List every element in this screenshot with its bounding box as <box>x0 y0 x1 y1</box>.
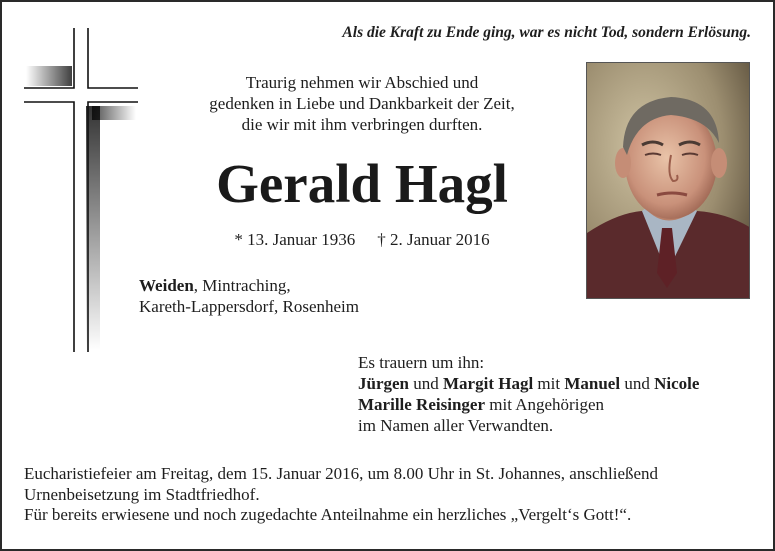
intro-line: Traurig nehmen wir Abschied und <box>245 73 479 92</box>
mourners-line-2 <box>358 394 699 415</box>
mourners-line-3: im Namen aller Verwandten. <box>358 416 554 435</box>
mourner-name: Nicole <box>654 374 700 393</box>
mourner-name: Marille Reisinger <box>358 395 485 414</box>
cross-icon <box>22 26 140 354</box>
death-date: † 2. Januar 2016 <box>377 230 490 249</box>
mourner-name: Manuel <box>564 374 621 393</box>
main-place: Weiden <box>139 276 194 295</box>
other-places-line2: Kareth-Lappersdorf, Rosenheim <box>139 297 359 316</box>
connector-text: mit Angehörigen <box>485 395 604 414</box>
mourners-list <box>358 352 699 436</box>
life-dates <box>152 230 572 250</box>
mourners-heading: Es trauern um ihn: <box>358 353 485 372</box>
footer-line: Eucharistiefeier am Freitag, dem 15. Januar 2016, um 8.00 Uhr in St. Johannes, anschließend <box>24 464 659 483</box>
other-places: , Mintraching, <box>193 276 291 295</box>
mourner-name: Jürgen <box>358 374 409 393</box>
intro-text <box>172 72 552 135</box>
places-of-residence <box>139 275 359 317</box>
portrait-photo <box>586 62 750 299</box>
connector-text: und <box>409 374 443 393</box>
footer-line: Für bereits erwiesene und noch zugedachte Anteilnahme ein herzliches „Vergelt‘s Gott!“. <box>24 505 632 524</box>
footer-line: Urnenbeisetzung im Stadtfriedhof. <box>24 484 260 504</box>
intro-line: gedenken in Liebe und Dankbarkeit der Zeit, <box>209 94 515 113</box>
mourners-line-1 <box>358 373 699 394</box>
connector-text: mit <box>533 374 565 393</box>
intro-line: die wir mit ihm verbringen durften. <box>241 115 483 134</box>
deceased-name: Gerald Hagl <box>216 153 508 214</box>
mourner-name: Margit Hagl <box>443 374 534 393</box>
service-info <box>24 464 658 526</box>
birth-date: * 13. Januar 1936 <box>234 230 356 249</box>
motto-quote: Als die Kraft zu Ende ging, war es nicht Tod, sondern Erlösung. <box>342 24 751 41</box>
connector-text: und <box>620 374 655 393</box>
